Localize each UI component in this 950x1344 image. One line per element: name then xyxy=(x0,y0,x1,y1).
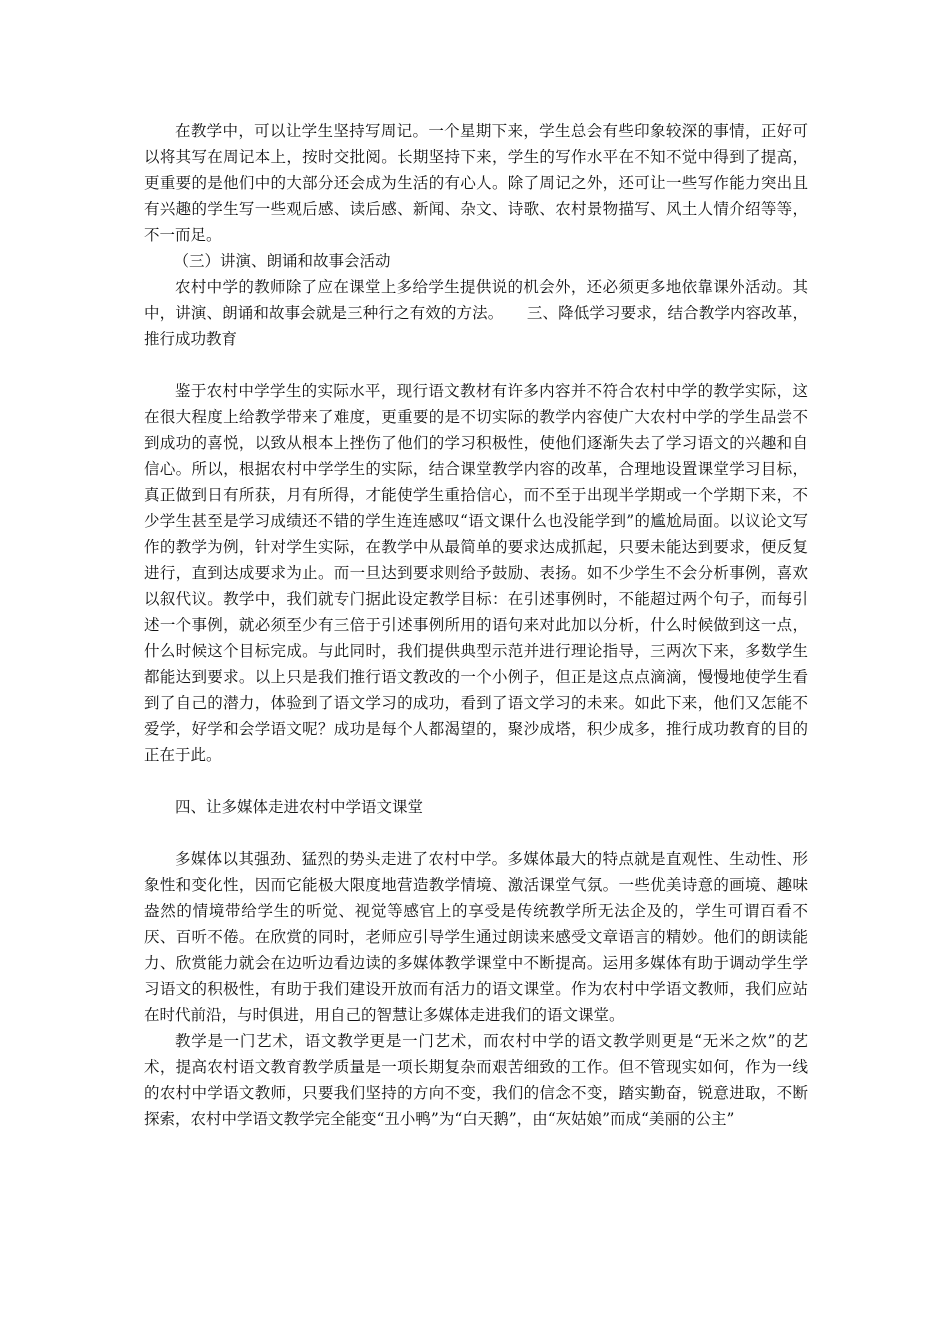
paragraph-spacer xyxy=(144,352,808,378)
section-heading-multimedia: 四、让多媒体走进农村中学语文课堂 xyxy=(175,798,424,816)
document-body xyxy=(144,118,808,1132)
paragraph-multimedia: 多媒体以其强劲、猛烈的势头走进了农村中学。多媒体最大的特点就是直观性、生动性、形象性和变化性，因而它能极大限度地营造教学情境、激活课堂气氛。一些优美诗意的画境、趣味盎然的情境带给学生的听觉、视觉等感官上的享受是传统教学所无法企及的，学生可谓百看不厌、百听不倦。在欣赏的同时，老师应引导学生通过朗读来感受文章语言的精妙。他们的朗读能力、欣赏能力就会在边听边看边读的多媒体教学课堂中不断提高。运用多媒体有助于调动学生学习语文的积极性，有助于我们建设开放而有活力的语文课堂。作为农村中学语文教师，我们应站在时代前沿，与时俱进，用自己的智慧让多媒体走进我们的语文课堂。 xyxy=(144,850,808,1024)
paragraph-spacer xyxy=(144,820,808,846)
paragraph-success-education: 鉴于农村中学学生的实际水平，现行语文教材有许多内容并不符合农村中学的教学实际，这在很大程度上给教学带来了难度，更重要的是不切实际的教学内容使广大农村中学的学生品尝不到成功的喜悦，以致从根本上挫伤了他们的学习积极性，使他们逐渐失去了学习语文的兴趣和自信心。所以，根据农村中学学生的实际，结合课堂教学内容的改革，合理地设置课堂学习目标，真正做到日有所获，月有所得，才能使学生重拾信心，而不至于出现半学期或一个学期下来，不少学生甚至是学习成绩还不错的学生连连感叹“语文课什么也没能学到”的尴尬局面。以议论文写作的教学为例，针对学生实际，在教学中从最简单的要求达成抓起，只要未能达到要求，便反复进行，直到达成要求为止。而一旦达到要求则给予鼓励、表扬。如不少学生不会分析事例，喜欢以叙代议。教学中，我们就专门据此设定教学目标：在引述事例时，不能超过两个句子，而每引述一个事例，就必须至少有三倍于引述事例所用的语句来对此加以分析，什么时候做到这一点，什么时候这个目标完成。与此同时，我们提供典型示范并进行理论指导，三两次下来，多数学生都能达到要求。以上只是我们推行语文教改的一个小例子，但正是这点点滴滴，慢慢地使学生看到了自己的潜力，体验到了语文学习的成功，看到了语文学习的未来。如此下来，他们又怎能不爱学，好学和会学语文呢？成功是每个人都渴望的，聚沙成塔，积少成多，推行成功教育的目的正在于此。 xyxy=(144,382,808,764)
subheading-speech-recitation: （三）讲演、朗诵和故事会活动 xyxy=(173,252,391,270)
paragraph-conclusion: 教学是一门艺术，语文教学更是一门艺术，而农村中学的语文教学则更是“无米之炊”的艺术，提高农村语文教育教学质量是一项长期复杂而艰苦细致的工作。但不管现实如何，作为一线的农村中学语文教师，只要我们坚持的方向不变，我们的信念不变，踏实勤奋，锐意进取，不断探索，农村中学语文教学完全能变“丑小鸭”为“白天鹅”，由“灰姑娘”而成“美丽的公主” xyxy=(144,1032,808,1128)
paragraph-spacer xyxy=(144,768,808,794)
paragraph-weekly-journal: 在教学中，可以让学生坚持写周记。一个星期下来，学生总会有些印象较深的事情，正好可以将其写在周记本上，按时交批阅。长期坚持下来，学生的写作水平在不知不觉中得到了提高，更重要的是他们中的大部分还会成为生活的有心人。除了周记之外，还可让一些写作能力突出且有兴趣的学生写一些观后感、读后感、新闻、杂文、诗歌、农村景物描写、风土人情介绍等等，不一而足。 xyxy=(144,122,808,244)
paragraph-extracurricular: 农村中学的教师除了应在课堂上多给学生提供说的机会外，还必须更多地依靠课外活动。其中，讲演、朗诵和故事会就是三种行之有效的方法。 三、降低学习要求，结合教学内容改革，推行成功教育 xyxy=(144,278,808,348)
